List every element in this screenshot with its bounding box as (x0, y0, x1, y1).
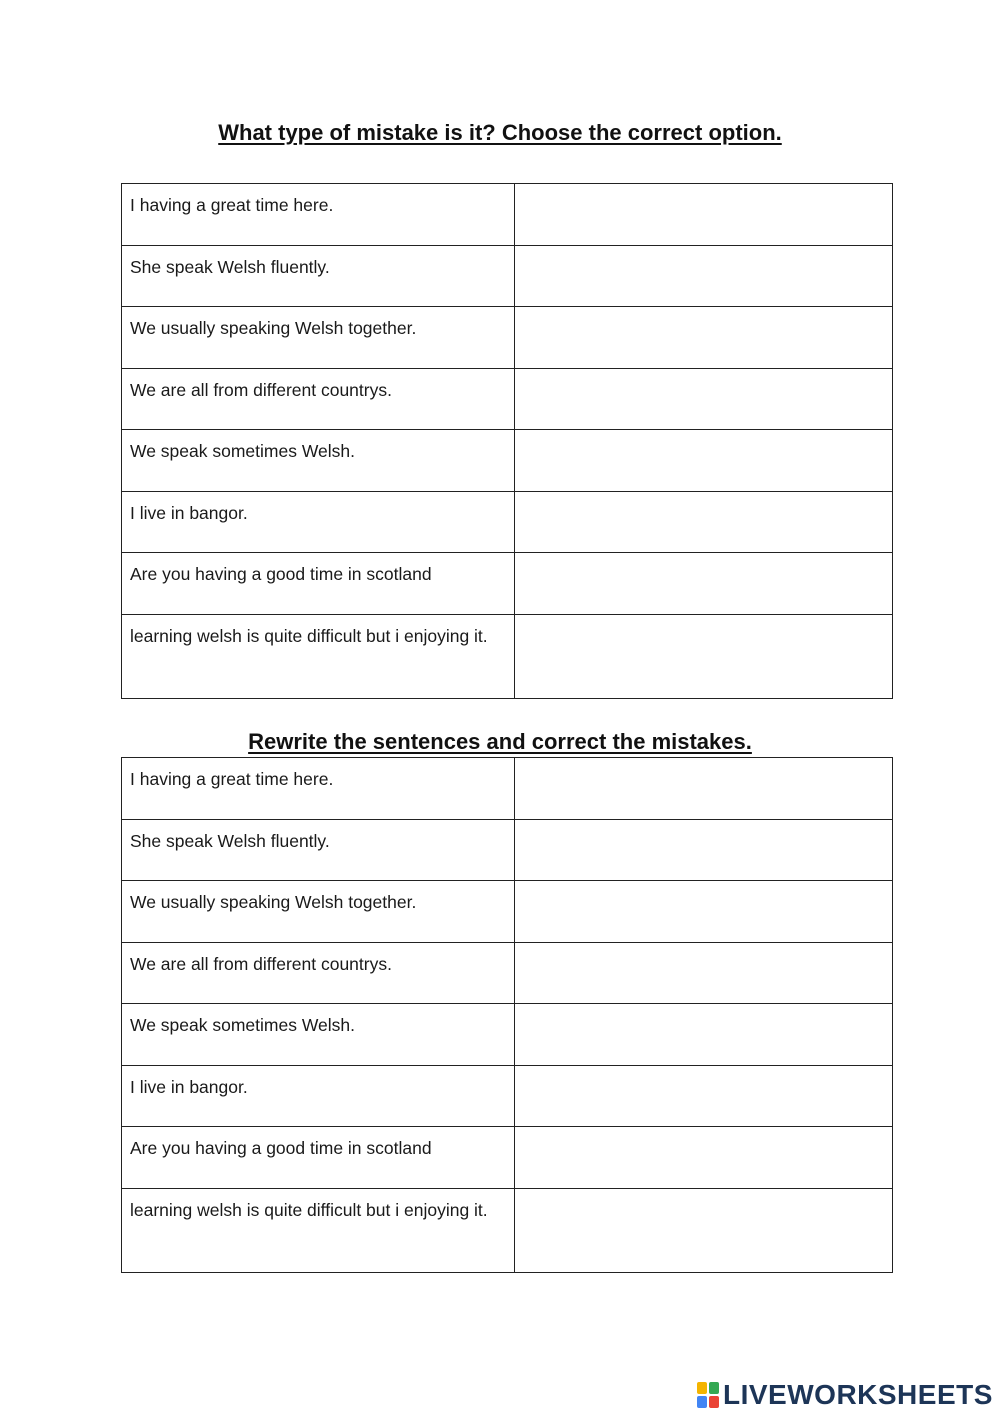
logo-square-icon (709, 1382, 719, 1394)
answer-input[interactable] (515, 184, 892, 242)
table-row (122, 430, 893, 492)
answer-cell[interactable] (515, 614, 893, 698)
table-row (122, 758, 893, 820)
answer-input[interactable] (515, 820, 892, 878)
sentence-cell: She speak Welsh fluently. (122, 819, 515, 881)
logo-square-icon (697, 1382, 707, 1394)
answer-cell[interactable] (515, 881, 893, 943)
table-row (122, 881, 893, 943)
answer-cell[interactable] (515, 1127, 893, 1189)
sentence-cell: I live in bangor. (122, 1065, 515, 1127)
sentence-cell: I having a great time here. (122, 184, 515, 246)
answer-input[interactable] (515, 307, 892, 365)
liveworksheets-logo-icon (697, 1382, 719, 1408)
table-row (122, 942, 893, 1004)
answer-input[interactable] (515, 430, 892, 488)
sentence-cell: We speak sometimes Welsh. (122, 430, 515, 492)
answer-input[interactable] (515, 492, 892, 550)
table-row (122, 184, 893, 246)
table-row (122, 368, 893, 430)
sentence-cell: We are all from different countrys. (122, 368, 515, 430)
answer-cell[interactable] (515, 942, 893, 1004)
answer-cell[interactable] (515, 368, 893, 430)
section2-title: Rewrite the sentences and correct the mistakes. (248, 729, 752, 754)
answer-input[interactable] (515, 881, 892, 939)
answer-input[interactable] (515, 369, 892, 427)
table-row (122, 491, 893, 553)
answer-input[interactable] (515, 943, 892, 1001)
answer-cell[interactable] (515, 819, 893, 881)
answer-input[interactable] (515, 1066, 892, 1124)
answer-input[interactable] (515, 1127, 892, 1185)
table-row (122, 1127, 893, 1189)
answer-cell[interactable] (515, 553, 893, 615)
answer-input[interactable] (515, 758, 892, 816)
rewrite-table (121, 757, 893, 1273)
answer-cell[interactable] (515, 307, 893, 369)
sentence-cell: I live in bangor. (122, 491, 515, 553)
answer-cell[interactable] (515, 1065, 893, 1127)
table-row (122, 553, 893, 615)
table-row (122, 1004, 893, 1066)
table-row (122, 1188, 893, 1272)
answer-input[interactable] (515, 1004, 892, 1062)
table-row (122, 307, 893, 369)
answer-input[interactable] (515, 615, 892, 673)
sentence-cell: We usually speaking Welsh together. (122, 881, 515, 943)
sentence-cell: We speak sometimes Welsh. (122, 1004, 515, 1066)
sentence-cell: Are you having a good time in scotland (122, 553, 515, 615)
answer-cell[interactable] (515, 245, 893, 307)
answer-input[interactable] (515, 246, 892, 304)
sentence-cell: We usually speaking Welsh together. (122, 307, 515, 369)
sentence-cell: learning welsh is quite difficult but i enjoying it. (122, 1188, 515, 1272)
logo-text: LIVEWORKSHEETS (723, 1379, 993, 1410)
table-row (122, 614, 893, 698)
answer-input[interactable] (515, 553, 892, 611)
answer-cell[interactable] (515, 491, 893, 553)
table-row (122, 245, 893, 307)
sentence-cell: We are all from different countrys. (122, 942, 515, 1004)
sentence-cell: She speak Welsh fluently. (122, 245, 515, 307)
answer-cell[interactable] (515, 1004, 893, 1066)
sentence-cell: I having a great time here. (122, 758, 515, 820)
table-row (122, 819, 893, 881)
logo-square-icon (697, 1396, 707, 1408)
answer-cell[interactable] (515, 430, 893, 492)
liveworksheets-logo (697, 1380, 993, 1410)
answer-cell[interactable] (515, 1188, 893, 1272)
answer-cell[interactable] (515, 758, 893, 820)
answer-cell[interactable] (515, 184, 893, 246)
answer-input[interactable] (515, 1189, 892, 1247)
sentence-cell: learning welsh is quite difficult but i enjoying it. (122, 614, 515, 698)
sentence-cell: Are you having a good time in scotland (122, 1127, 515, 1189)
table-row (122, 1065, 893, 1127)
logo-square-icon (709, 1396, 719, 1408)
mistake-type-table (121, 183, 893, 699)
section1-title: What type of mistake is it? Choose the correct option. (218, 120, 782, 145)
